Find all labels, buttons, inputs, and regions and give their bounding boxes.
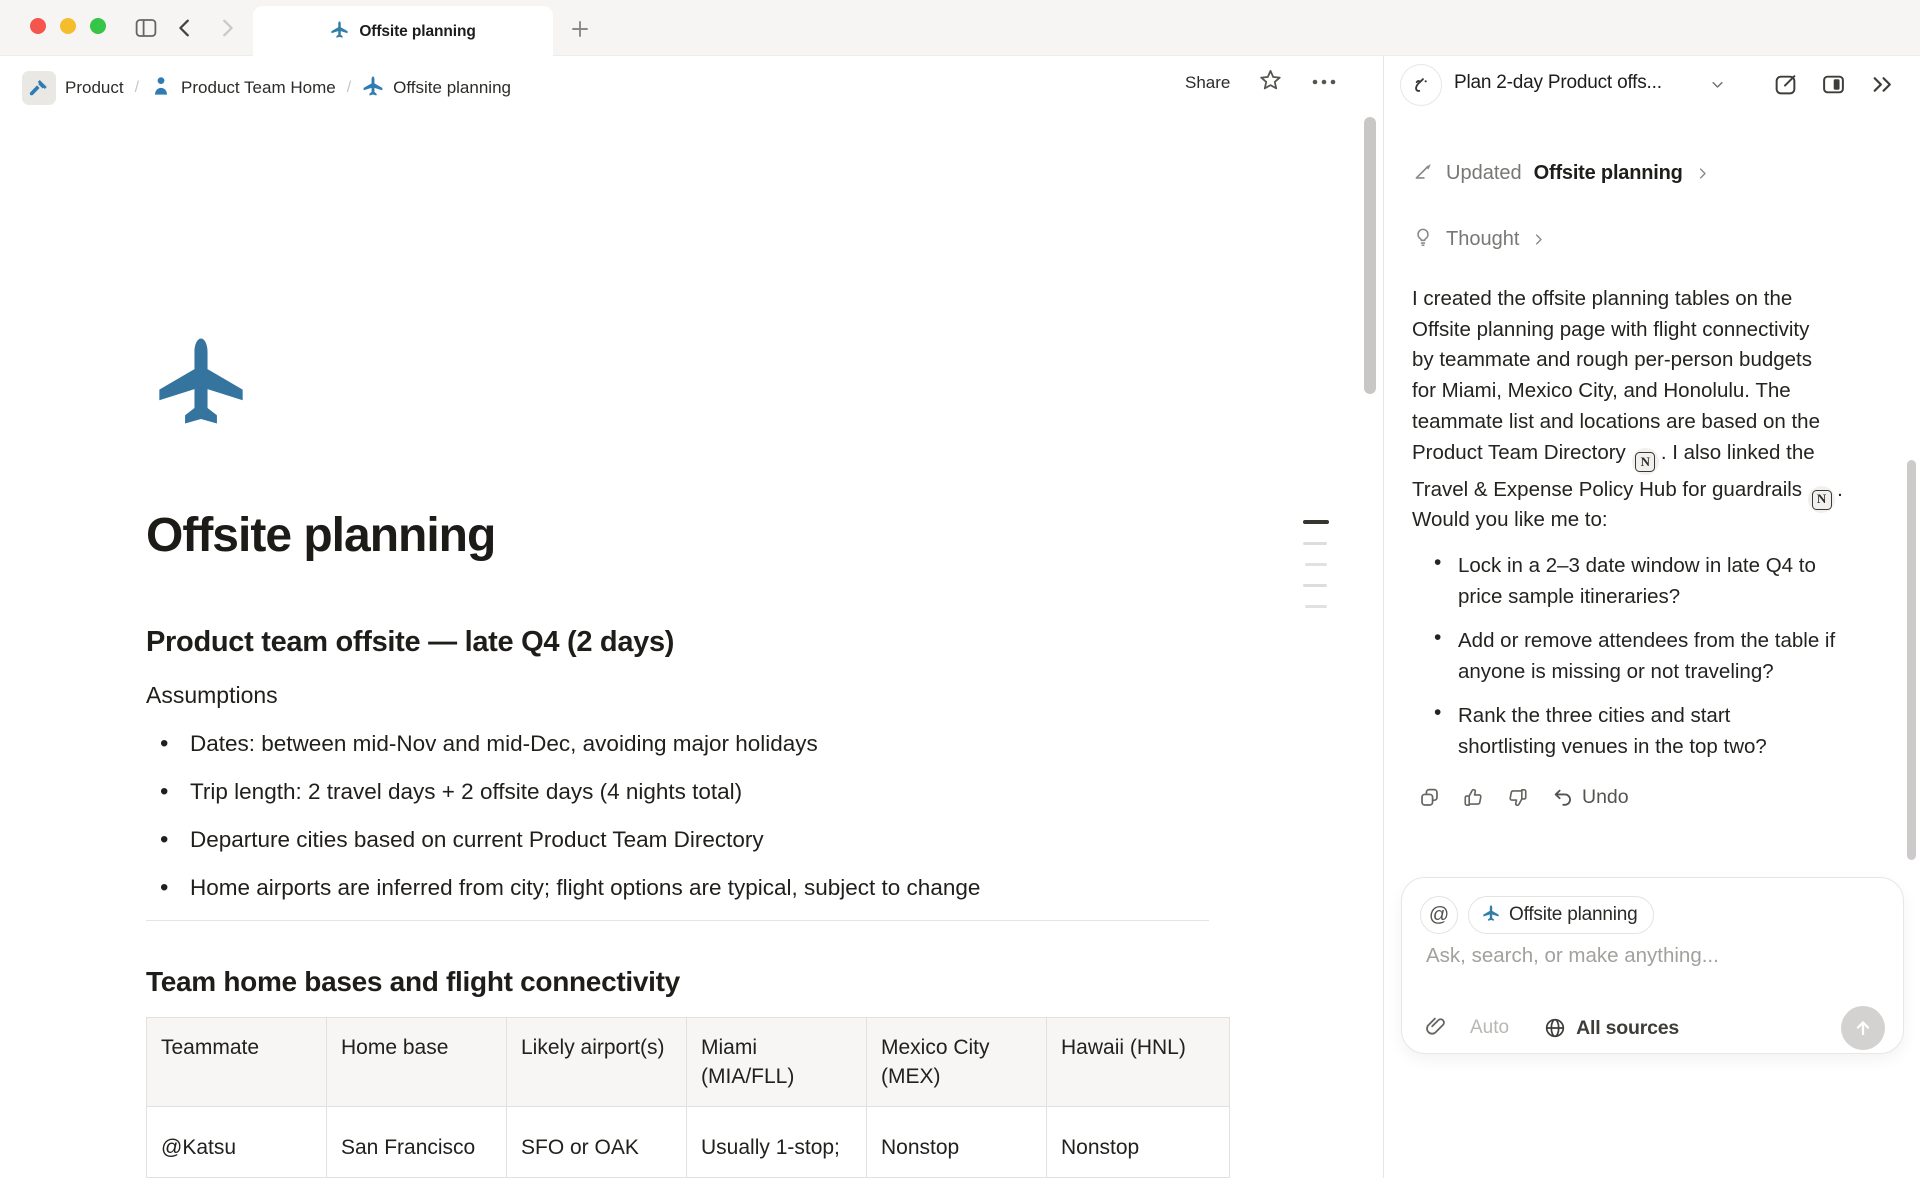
table-cell[interactable]: Usually 1-stop; xyxy=(687,1107,867,1178)
person-icon xyxy=(150,75,172,102)
breadcrumb-separator: / xyxy=(134,79,140,96)
breadcrumb-separator: / xyxy=(346,79,352,96)
flight-connectivity-table xyxy=(146,1017,1230,1178)
undo-button[interactable] xyxy=(1552,786,1629,809)
list-item: • Trip length: 2 travel days + 2 offsite days (4 nights total) xyxy=(146,768,980,816)
column-header[interactable]: Hawaii (HNL) xyxy=(1047,1018,1230,1107)
plane-icon xyxy=(1482,904,1500,927)
ai-panel xyxy=(1383,56,1920,1178)
collapse-panel-double-chevron-icon[interactable] xyxy=(1869,71,1895,97)
ai-thread-title[interactable]: Plan 2-day Product offs... xyxy=(1454,72,1662,93)
panel-scrollbar[interactable] xyxy=(1907,460,1916,860)
message-line: for Miami, Mexico City, and Honolulu. The xyxy=(1412,379,1791,403)
context-chip-offsite-planning[interactable] xyxy=(1468,896,1654,934)
notion-page-icon[interactable]: N xyxy=(1808,486,1835,513)
message-line: teammate list and locations are based on the xyxy=(1412,409,1820,433)
tab-offsite-planning[interactable] xyxy=(253,6,553,57)
lightbulb-icon xyxy=(1412,226,1434,253)
table-cell-teammate-mention[interactable]: @Katsu xyxy=(147,1107,327,1178)
document-area xyxy=(0,56,1383,1178)
column-header[interactable]: Teammate xyxy=(147,1018,327,1107)
undo-label: Undo xyxy=(1582,785,1629,808)
table-cell[interactable]: Nonstop xyxy=(1047,1107,1230,1178)
message-line: Product Team Directory N . I also linked the xyxy=(1412,438,1904,476)
assumptions-label: Assumptions xyxy=(146,682,278,708)
list-item: • Departure cities based on current Product Team Directory xyxy=(146,816,980,864)
context-chip-label: Offsite planning xyxy=(1509,904,1638,925)
table-row xyxy=(147,1107,1230,1178)
main-scrollbar[interactable] xyxy=(1364,117,1376,394)
thought-label: Thought xyxy=(1446,228,1520,250)
tab-bar xyxy=(0,0,1920,56)
breadcrumb-label: Product xyxy=(65,78,124,97)
ai-composer[interactable] xyxy=(1401,877,1904,1054)
breadcrumb-item-team-home[interactable] xyxy=(150,75,336,102)
ai-face-icon xyxy=(1400,64,1442,106)
column-header[interactable]: Likely airport(s) xyxy=(507,1018,687,1107)
message-line: I created the offsite planning tables on the xyxy=(1412,287,1793,310)
page-title: Offsite planning xyxy=(146,509,496,562)
breadcrumb-label: Product Team Home xyxy=(181,78,336,97)
thumbs-down-icon[interactable] xyxy=(1504,784,1530,810)
updated-label: Updated xyxy=(1446,162,1522,184)
ai-panel-header xyxy=(1384,56,1920,112)
chevron-down-icon[interactable] xyxy=(1710,77,1725,97)
sidebar-toggle-icon[interactable] xyxy=(132,15,160,41)
breadcrumb-item-product[interactable] xyxy=(22,71,124,105)
table-heading: Team home bases and flight connectivity xyxy=(146,966,680,997)
ai-message xyxy=(1412,284,1904,513)
share-button[interactable]: Share xyxy=(1185,73,1231,92)
updated-event-row[interactable] xyxy=(1412,160,1710,187)
column-header[interactable]: Mexico City (MEX) xyxy=(867,1018,1047,1107)
plane-icon xyxy=(362,75,384,102)
assumptions-list xyxy=(146,720,980,912)
new-tab-icon[interactable] xyxy=(566,15,593,42)
new-chat-icon[interactable] xyxy=(1772,71,1798,97)
zoom-window-button[interactable] xyxy=(90,18,106,34)
breadcrumb-item-offsite-planning[interactable] xyxy=(362,75,511,102)
table-cell[interactable]: SFO or OAK xyxy=(507,1107,687,1178)
globe-icon xyxy=(1543,1016,1567,1040)
chevron-right-icon xyxy=(1695,166,1710,181)
tab-title: Offsite planning xyxy=(359,22,476,40)
favorite-star-icon[interactable] xyxy=(1258,68,1283,98)
table-of-contents-indicator[interactable] xyxy=(1303,520,1329,626)
attachment-paperclip-icon[interactable] xyxy=(1424,1014,1448,1043)
list-item: • Dates: between mid-Nov and mid-Dec, avoiding major holidays xyxy=(146,720,980,768)
message-line: Offsite planning page with flight connectivity xyxy=(1412,317,1810,341)
model-auto-selector[interactable]: Auto xyxy=(1470,1017,1510,1038)
updated-page-link[interactable]: Offsite planning xyxy=(1533,162,1683,184)
divider xyxy=(146,920,1209,921)
more-options-icon[interactable] xyxy=(1311,74,1337,92)
suggestion-item: • Add or remove attendees from the table if anyone is missing or not traveling? xyxy=(1434,625,1835,687)
section-heading: Product team offsite — late Q4 (2 days) xyxy=(146,626,675,658)
notion-page-icon[interactable]: N xyxy=(1632,448,1659,475)
arrow-up-icon xyxy=(1852,1017,1874,1039)
message-actions xyxy=(1416,784,1629,810)
minimize-window-button[interactable] xyxy=(60,18,76,34)
send-button[interactable] xyxy=(1841,1006,1885,1050)
panel-toggle-icon[interactable] xyxy=(1820,71,1846,97)
all-sources-label: All sources xyxy=(1576,1016,1680,1039)
column-header[interactable]: Miami (MIA/FLL) xyxy=(687,1018,867,1107)
page-icon-plane[interactable] xyxy=(152,332,250,435)
breadcrumb xyxy=(22,70,511,106)
suggestion-item: • Rank the three cities and start shortlisting venues in the top two? xyxy=(1434,700,1835,762)
thumbs-up-icon[interactable] xyxy=(1460,784,1486,810)
thought-row[interactable] xyxy=(1412,226,1546,253)
table-cell[interactable]: San Francisco xyxy=(327,1107,507,1178)
undo-arrow-icon xyxy=(1552,786,1575,809)
hammer-icon xyxy=(22,71,56,105)
mention-at-button[interactable]: @ xyxy=(1420,896,1458,934)
message-line: Travel & Expense Policy Hub for guardrails N . xyxy=(1412,475,1904,513)
ai-prompt-input[interactable] xyxy=(1426,940,1866,972)
table-header-row xyxy=(147,1018,1230,1107)
plane-icon xyxy=(330,20,349,44)
table-cell[interactable]: Nonstop xyxy=(867,1107,1047,1178)
breadcrumb-label: Offsite planning xyxy=(393,78,511,97)
all-sources-button[interactable] xyxy=(1543,1016,1679,1040)
message-line: by teammate and rough per-person budgets xyxy=(1412,348,1813,372)
copy-icon[interactable] xyxy=(1416,784,1442,810)
suggestions-list xyxy=(1434,550,1835,775)
ai-question: Would you like me to: xyxy=(1412,508,1608,531)
close-window-button[interactable] xyxy=(30,18,46,34)
list-item: • Home airports are inferred from city; flight options are typical, subject to change xyxy=(146,864,980,912)
back-icon[interactable] xyxy=(172,15,198,41)
chevron-right-icon xyxy=(1531,232,1546,247)
forward-icon[interactable] xyxy=(214,15,240,41)
column-header[interactable]: Home base xyxy=(327,1018,507,1107)
suggestion-item: • Lock in a 2–3 date window in late Q4 to price sample itineraries? xyxy=(1434,550,1835,612)
edit-pencil-icon xyxy=(1412,160,1434,187)
